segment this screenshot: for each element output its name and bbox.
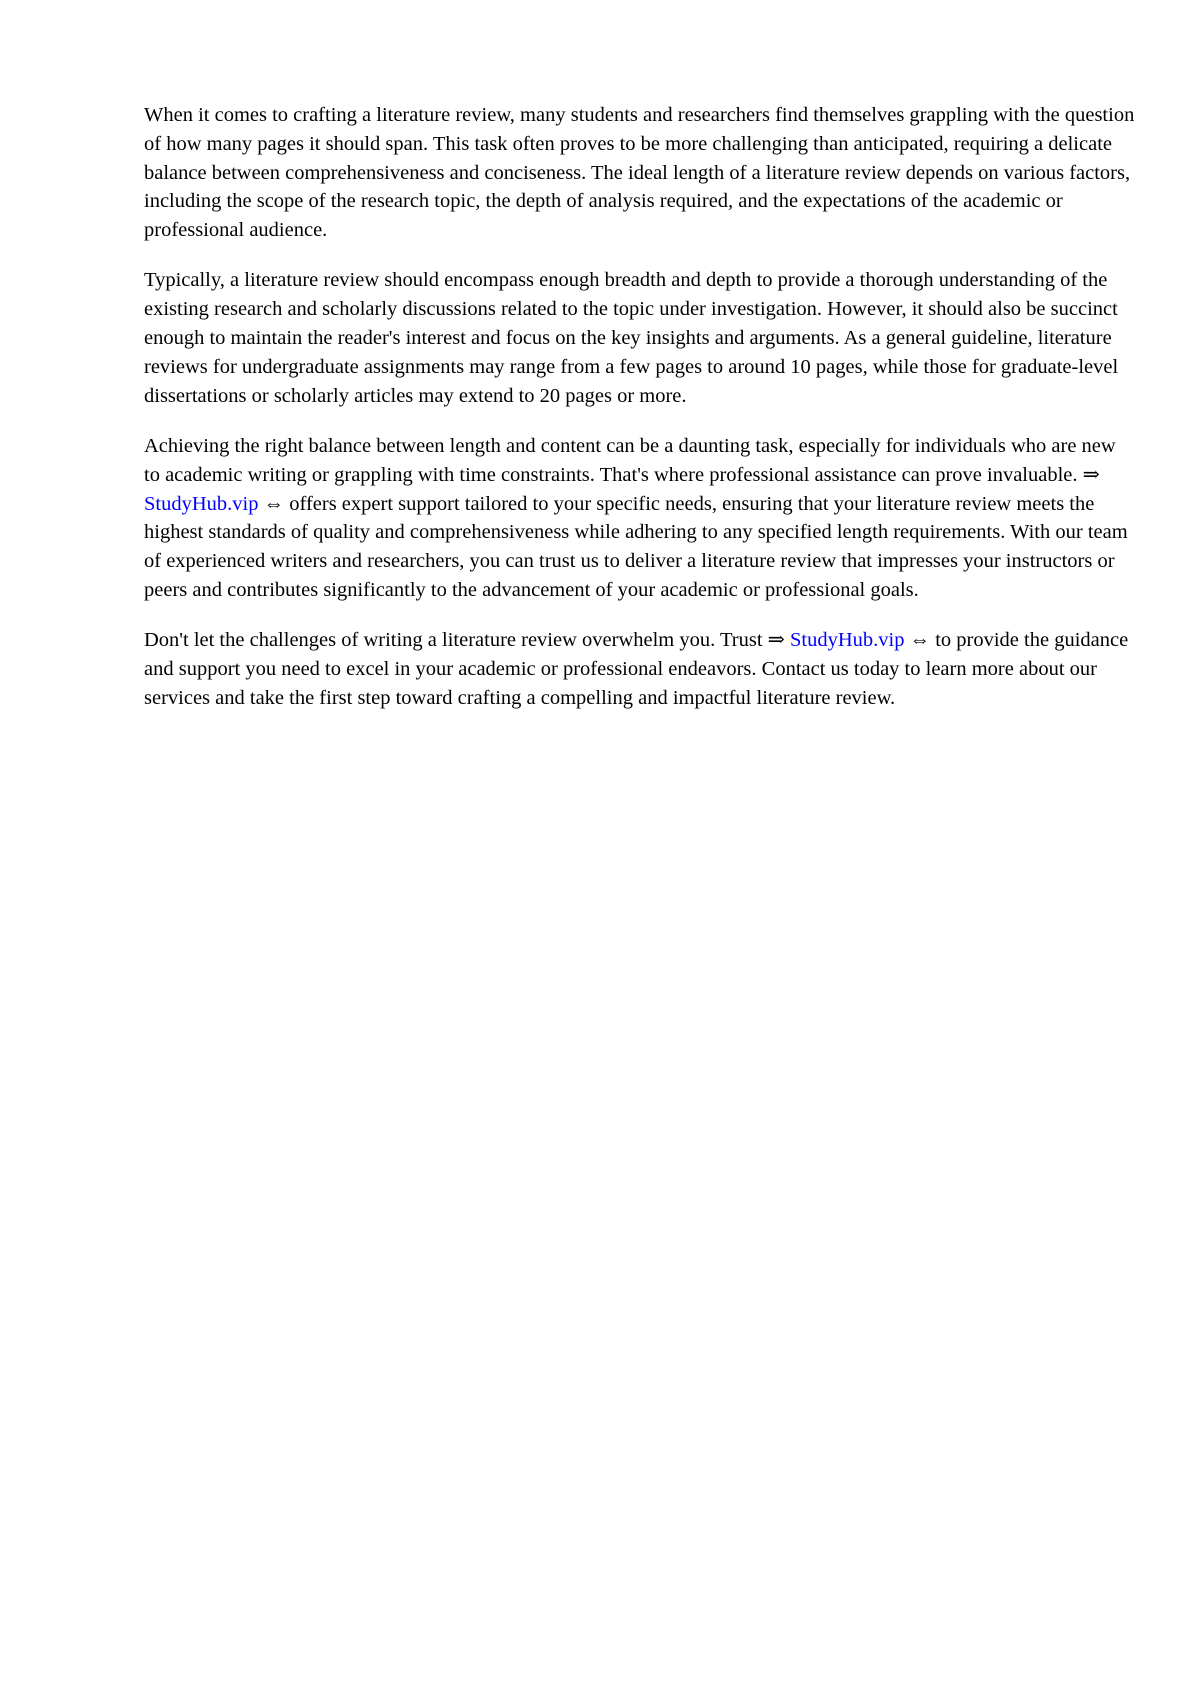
document-body xyxy=(144,101,1136,734)
paragraph-3 xyxy=(144,432,1136,605)
studyhub-link[interactable]: StudyHub.vip xyxy=(789,629,905,652)
paragraph-3-text-before: Achieving the right balance between length and content can be a daunting task, especially for individuals who are new to academic writing or grappling with time constraints. That's where professional assistance can prove invaluable. ⇒ xyxy=(144,434,1116,486)
studyhub-link[interactable]: StudyHub.vip xyxy=(144,492,259,515)
paragraph-4-text-before: Don't let the challenges of writing a literature review overwhelm you. Trust ⇒ xyxy=(144,629,790,652)
paragraph-2: Typically, a literature review should encompass enough breadth and depth to provide a thorough understanding of the existing research and scholarly discussions related to the topic under investigation. However, it should also be succinct enough to maintain the reader's interest and focus on the key insights and arguments. As a general guideline, literature reviews for undergraduate assignments may range from a few pages to around 10 pages, while those for graduate-level dissertations or scholarly articles may extend to 20 pages or more. xyxy=(144,269,1119,407)
paragraph-4-text-after: ⇔ to provide the guidance and support you need to excel in your academic or professional endeavors. Contact us today to learn more about our services and take the first step toward crafting a compelling and impactful literature review. xyxy=(144,629,1129,709)
paragraph-4 xyxy=(144,626,1136,712)
paragraph-1: When it comes to crafting a literature review, many students and researchers find themselves grappling with the question of how many pages it should span. This task often proves to be more challenging than anticipated, requiring a delicate balance between comprehensiveness and conciseness. The ideal length of a literature review depends on various factors, including the scope of the research topic, the depth of analysis required, and the expectations of the academic or professional audience. xyxy=(144,104,1135,242)
paragraph-3-text-after: ⇔ offers expert support tailored to your specific needs, ensuring that your literature review meets the highest standards of quality and comprehensiveness while adhering to any specified length requirements. With our team of experienced writers and researchers, you can trust us to deliver a literature review that impresses your instructors or peers and contributes significantly to the advancement of your academic or professional goals. xyxy=(144,492,1128,601)
